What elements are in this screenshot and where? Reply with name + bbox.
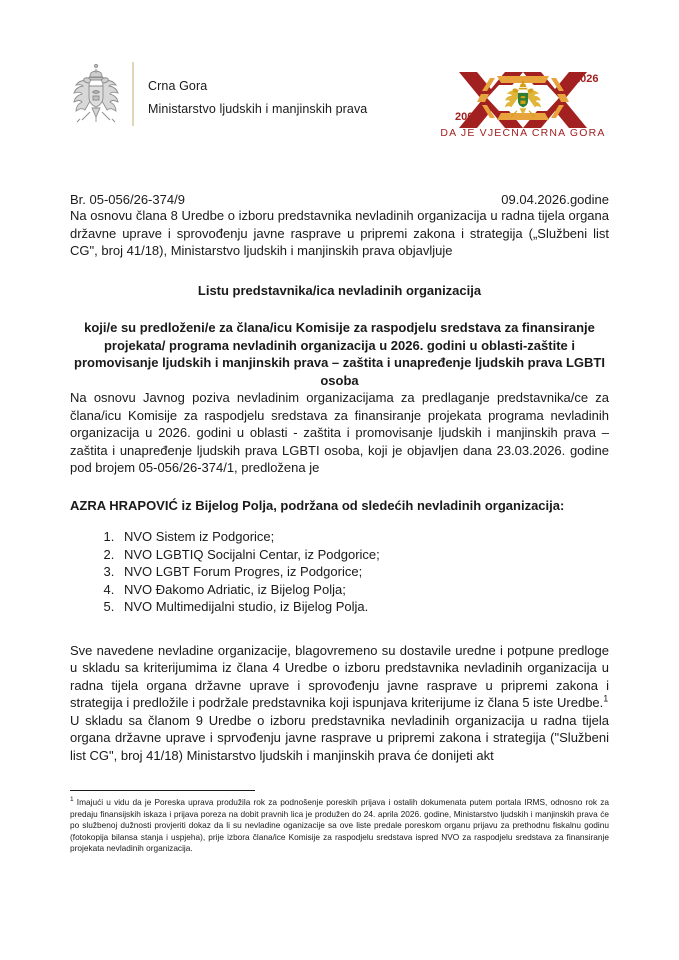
third-paragraph-text: Sve navedene nevladine organizacije, blagovremeno su dostavile uredne i potpune predloge u skladu sa kriterijumima iz člana 4 Uredbe o izboru predstavnika nevladinih organizacija u radna tijela organa državne uprave i sprovođenju javne rasprave u pripremi zakona i strategija i predložile i podržale predstavnika koji ispunjava kriterijume iz člana 5 iste Uredbe. (70, 642, 609, 710)
xx-anniversary-logo-icon (437, 58, 609, 138)
candidate-name-line: AZRA HRAPOVIĆ iz Bijelog Polja, podržana od sledećih nevladinih organizacija: (70, 497, 565, 513)
document-date: 09.04.2026.godine (501, 192, 609, 207)
footnote-body: Imajući u vidu da je Poreska uprava produžila rok za podnošenje poreskih prijava i ostalih dokumenata putem portala IRMS, odnosno rok za predaju finansijskih iskaza i prijava poreza na dobit pravnih lica je produžen do 24. aprila 2026. godine, Ministarstvo ljudskih i manjinskih prava će po službenoj dužnosti provjeriti dokaz da li su nevladine oganizacije sa ove liste predale poreskom organu prijavu za prethodnu fiskalnu godinu (fotokopija bilansa stanja i uspjeha), prije izbora člana/ice Komisije za raspodjelu sredstava ispred NVO za raspodjelu sredstava za finansiranje projekata nevladinih organizacija. (70, 797, 609, 854)
footnote-block (70, 790, 609, 855)
letterhead-text (148, 73, 367, 116)
footnote-text (70, 797, 609, 855)
list-item: 5. NVO Multimedijalni studio, iz Bijelog Polja. (118, 598, 609, 616)
third-paragraph (70, 642, 609, 712)
country-name: Crna Gora (148, 78, 208, 93)
letterhead (70, 0, 609, 154)
letterhead-divider (132, 62, 134, 126)
list-item: 3. NVO LGBT Forum Progres, iz Podgorice; (118, 563, 609, 581)
logo-year-end: 2026 (574, 73, 599, 85)
list-item: 2. NVO LGBTIQ Socijalni Centar, iz Podgorice; (118, 546, 609, 564)
page-subtitle: koji/e su predloženi/e za člana/icu Komisije za raspodjelu sredstava za finansiranje projekata/ programa nevladinih organizacija u 2026. godini u oblasti-zaštite i promovisanje ljudskih i manjinskih prava – zaštita i unapređenje ljudskih prava LGBTI osoba (74, 320, 605, 388)
montenegro-coat-of-arms-icon (70, 62, 122, 126)
second-paragraph: Na osnovu Javnog poziva nevladinim organizacijama za predlaganje predstavnika/ce za člana/icu Komisije za raspodjelu sredstava za finansiranje projekata programa nevladinih organizacija u 2026. godini u oblasti - zaštita i promovisanje ljudskih i manjinskih prava – zaštita i unapređenje ljudskih prava LGBTI osoba, koji je objavljen dana 23.03.2026. godine pod brojem 05-056/26-374/1, predložena je (70, 390, 609, 475)
subtitle-block (70, 319, 609, 389)
footnote-separator (70, 790, 255, 791)
organization-list (70, 528, 609, 616)
list-item: 1. NVO Sistem iz Podgorice; (118, 528, 609, 546)
title-block (70, 282, 609, 300)
page-title: Listu predstavnika/ica nevladinih organizacija (197, 282, 482, 298)
footnote-marker-inline: 1 (603, 693, 609, 704)
logo-year-start: 2006 (455, 111, 480, 123)
ministry-name: Ministarstvo ljudskih i manjinskih prava (148, 101, 368, 116)
document-reference-line (70, 192, 609, 207)
letterhead-left (70, 62, 367, 126)
document-number: Br. 05-056/26-374/9 (70, 192, 185, 207)
list-item: 4. NVO Đakomo Adriatic, iz Bijelog Polja; (118, 581, 609, 599)
fourth-paragraph: U skladu sa članom 9 Uredbe o izboru predstavnika nevladinih organizacija u radna tijela organa državne uprave i sprvođenju javne rasprave u pripremi zakona i strategija ("Službeni list CG", broj 41/18) Ministarstvo ljudskih i manjinskih prava će donijeti akt (70, 712, 609, 763)
intro-paragraph: Na osnovu člana 8 Uredbe o izboru predstavnika nevladinih organizacija u radna tijela organa državne uprave i sprovođenju javne rasprave u pripremi zakona i strategija („Službeni list CG", broj 41/18), Ministarstvo ljudskih i manjinskih prava objavljuje (70, 208, 609, 258)
footnote-marker: 1 (70, 796, 74, 804)
logo-slogan: DA JE VJEČNA CRNA GORA (440, 127, 606, 138)
